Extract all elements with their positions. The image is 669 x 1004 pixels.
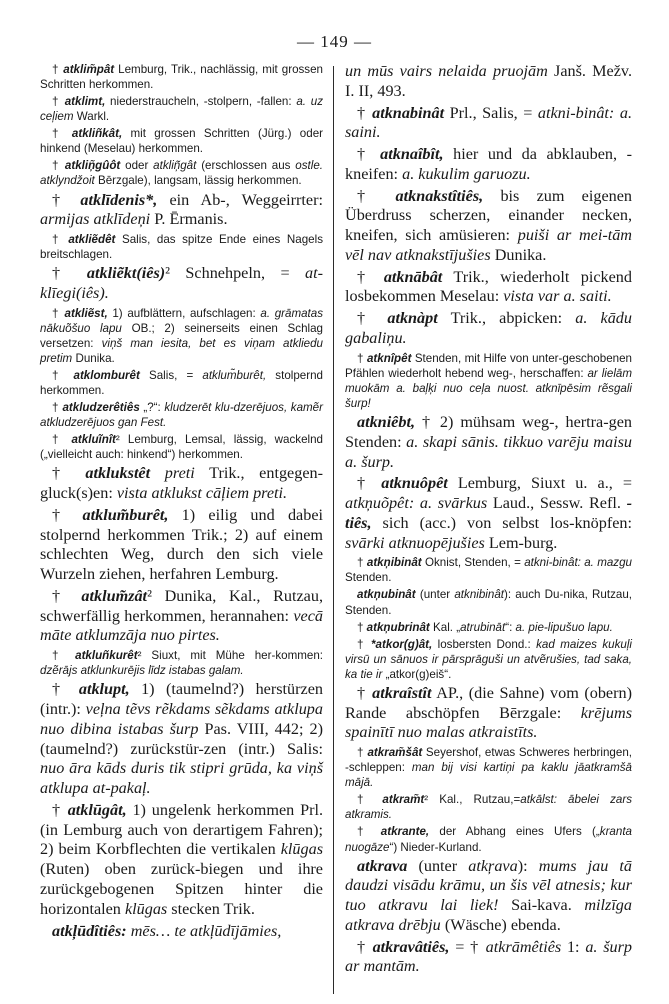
entry-text: †	[357, 556, 367, 570]
headword: atkraîstît	[372, 683, 432, 702]
example-text: ostle.	[295, 159, 323, 173]
entry-text: ² Kal., Rutzau,=	[424, 793, 521, 807]
headword: atkludzerêtiês	[62, 401, 140, 415]
entry-text: †	[357, 145, 381, 164]
entry-text: †	[52, 505, 83, 524]
headword: atkluĩnît	[71, 433, 116, 447]
left-column	[40, 62, 323, 943]
example-text: atknibinât	[454, 588, 504, 602]
entry-text: oder	[120, 159, 154, 173]
headword: atknabinât	[372, 103, 445, 122]
entry-text: Pas. VIII, 442; 2) (taumelnd?) zurückstür-zen (intr.) Salis:	[40, 719, 323, 758]
dictionary-entry	[40, 191, 323, 231]
entry-text: „?“:	[139, 401, 165, 415]
entry-text: stecken Trik.	[167, 899, 255, 918]
headword: atkrante,	[380, 825, 430, 839]
headword: atkrava	[357, 856, 408, 875]
entry-text: †	[357, 309, 388, 328]
entry-text: 1:	[561, 937, 586, 956]
dictionary-entry	[40, 587, 323, 646]
headword: atkļūdîtiês:	[52, 921, 127, 940]
entry-text: Trik., wiederholt pickend losbekommen Meselau:	[345, 267, 632, 306]
entry-text	[150, 464, 165, 482]
dictionary-entry	[40, 126, 323, 156]
dictionary-entry	[345, 104, 632, 144]
example-text: preti	[164, 464, 195, 483]
entry-text: Salis, =	[139, 368, 203, 382]
entry-text: †	[52, 233, 69, 247]
dictionary-entry	[345, 938, 632, 978]
example-text: nuo āra kāds duris tik stipri grūda, ka viņš atklupa at-pakaļ.	[40, 759, 323, 798]
entry-text: Kal. „	[429, 620, 461, 634]
dictionary-entry	[40, 400, 323, 430]
entry-text: Oknist, Stenden, =	[421, 556, 525, 570]
entry-text: †	[52, 95, 65, 109]
entry-text: (unter	[407, 856, 469, 875]
headword: atkņubrinât	[366, 620, 430, 634]
entry-text: †	[357, 103, 373, 122]
dictionary-entry	[40, 922, 323, 942]
headword: atkņubinât	[357, 588, 416, 602]
dictionary-entry	[345, 145, 632, 185]
entry-text: †	[357, 637, 372, 651]
example-text: atkni-binât: a. saini.	[345, 103, 632, 142]
entry-text: †	[357, 186, 396, 205]
entry-text: ² Lemburg, Lemsal, lässig, wackelnd („vielleicht auch: hinkend“) herkommen.	[40, 433, 324, 462]
dictionary-entry	[40, 264, 323, 304]
entry-text: Trik., entgegen-gluck(s)en:	[40, 464, 323, 503]
example-text: kranta nuogāze	[345, 825, 632, 854]
headword: atknuôpêt	[381, 474, 448, 493]
entry-text: mit grossen Schritten (Jürg.) oder hinkend (Meselau) herkommen.	[40, 127, 324, 156]
headword: atklum̃zât	[81, 586, 148, 605]
entry-text: niederstraucheln, -stolpern, -fallen:	[105, 95, 297, 109]
headword: *atkor(g)ât,	[371, 637, 433, 651]
entry-text: †	[52, 159, 65, 173]
entry-text: Laud., Sessw. Refl.	[487, 494, 627, 513]
entry-text: Lemburg, Siuxt u. a., =	[447, 474, 633, 493]
entry-text: 1) ungelenk herkommen Prl. (in Lemburg auch von derartigem Fahren); 2) beim Korbflechten die vertikalen	[40, 800, 324, 859]
entry-text: (Wäsche) ebenda.	[440, 915, 561, 934]
example-text: vista atklukst cāļiem preti.	[116, 484, 288, 503]
headword: atkliẽst,	[64, 306, 108, 320]
entry-text: (Ruten) oben zurück-biegen und ihre zurückgebogenen Spitzen hinter die horizontalen	[40, 860, 323, 918]
entry-text: ):	[517, 856, 539, 875]
dictionary-entry	[40, 158, 323, 188]
entry-text: 1) aufblättern, aufschlagen:	[107, 306, 261, 320]
example-text: puiši ar mei-tām vēl nav atknakstījušies	[345, 226, 632, 264]
dictionary-entry	[345, 745, 632, 790]
example-text: atkni-binât: a. mazgu	[524, 556, 633, 570]
entry-text: Stenden, mit Hilfe von unter-geschobenen Pfählen wiederholt hebend weg-, herschaffen:	[345, 351, 632, 380]
entry-text: 1) eilig und dabei stolpernd herkommen Trik.; 2) auf einem schlechten Weg, durch den sich viele Wurzeln ziehen, herfahren Lemburg.	[40, 505, 323, 584]
example-text: atkŗava	[468, 856, 518, 875]
dictionary-entry	[345, 187, 632, 266]
example-text: viņš man iesita, bet es viņam atkliedu pretim	[40, 336, 323, 365]
entry-text: P. Ērmanis.	[150, 210, 228, 229]
dictionary-entry	[345, 555, 632, 585]
dictionary-entry	[40, 368, 323, 398]
headword: atkņibinât	[366, 556, 422, 570]
dictionary-entry	[345, 474, 632, 553]
entry-text: †	[52, 464, 86, 483]
example-text: mēs… te atkļūdījāmies,	[130, 921, 282, 940]
entry-text: †	[357, 683, 373, 702]
entry-text: †	[52, 433, 72, 447]
example-text: a. pie-lipušuo lapu.	[515, 620, 613, 634]
entry-text: AP., (die Sahne) vom (obern) Rande abschöpfen Bērzgale:	[345, 683, 632, 722]
entry-text: †	[52, 800, 68, 819]
entry-text: †	[52, 264, 87, 283]
headword: atkluñkurêt	[75, 649, 138, 663]
entry-text: †	[357, 474, 382, 493]
entry-text: †	[52, 680, 79, 699]
example-text: vecā māte atklumzāja nuo pirtes.	[40, 606, 323, 645]
dictionary-entry	[345, 268, 632, 308]
example-text: milzīga atkrava drēbju	[345, 896, 632, 934]
headword: atklīdenis*,	[80, 190, 158, 209]
entry-text: Sai-kava.	[498, 896, 585, 915]
entry-text: stolpernd herkommen.	[40, 368, 323, 397]
dictionary-entry	[345, 684, 632, 743]
entry-text: losbersten Dond.:	[432, 637, 537, 651]
entry-text: 1) (taumelnd?) herstürzen (intr.):	[40, 680, 323, 719]
entry-text: †	[357, 825, 381, 839]
dictionary-entry	[345, 637, 632, 682]
example-text: krējums spainītī nuo malas atkraistīts.	[345, 703, 632, 742]
entry-text: ² Siuxt, mit Mühe her-kommen:	[137, 649, 324, 663]
example-text: mums jau tā daudzi visādu krāmu, un šis vēl atnesis; kur tuo atkravu lai liek!	[345, 856, 632, 915]
dictionary-entry	[40, 306, 323, 366]
entry-text: † 2) mühsam weg-, hertra-gen Stenden:	[345, 412, 632, 451]
column-divider	[333, 66, 334, 994]
entry-text: Lem-burg.	[484, 533, 558, 552]
dictionary-entry	[345, 857, 632, 936]
headword: atknābât	[383, 267, 443, 286]
entry-text: (unter	[415, 588, 455, 602]
entry-text: †	[52, 368, 74, 382]
dictionary-entry	[345, 309, 632, 349]
example-text: atkliņ̃gât	[153, 159, 197, 173]
dictionary-entry	[345, 620, 632, 635]
entry-text: Salis, das spitze Ende eines Nagels breitschlagen.	[40, 233, 323, 262]
headword: atklum̃burêt,	[82, 505, 169, 524]
dictionary-entry	[40, 232, 323, 262]
example-text: atrubināt	[460, 620, 506, 634]
example-text: klūgas	[124, 899, 168, 918]
entry-text: ² Schnehpeln, =	[165, 264, 306, 283]
entry-text: der Abhang eines Ufers („	[429, 825, 600, 839]
dictionary-entry	[345, 413, 632, 472]
example-text: a. grāmatas nākuõšuo lapu	[40, 306, 324, 335]
entry-text: hier und da abklauben, -kneifen:	[345, 145, 633, 183]
headword: atklim̃pât	[63, 63, 115, 76]
entry-text: sich (acc.) von selbst los-knöpfen:	[371, 513, 632, 532]
example-text: man bij visi kartiņi pa kaklu jāatkramšā mājā.	[345, 761, 632, 790]
right-column	[345, 62, 632, 979]
example-text: ar lielām muokām a. baļķi nuo ceļa nuost. atknīpēsim rẽsgali šurp!	[345, 366, 633, 410]
entry-text: Stenden.	[345, 571, 392, 585]
dictionary-entry	[40, 801, 323, 920]
example-text: a. skapi sānis. tikkuo varēju maisu a. šurp.	[345, 432, 632, 471]
dictionary-entry	[40, 432, 323, 462]
entry-text: OB.; 2) seinerseits einen Schlag versetzen:	[40, 321, 324, 350]
entry-text: = †	[449, 937, 486, 956]
example-text: klūgas	[280, 840, 323, 859]
example-text: a. uz ceļiem	[40, 95, 323, 124]
dictionary-entry	[40, 62, 323, 92]
headword: atkliẽdêt	[68, 233, 116, 247]
dictionary-entry	[345, 792, 632, 822]
example-text: dzẽrājs atklunkurējis līdz istabas galam.	[40, 664, 244, 678]
entry-text: †	[52, 63, 64, 76]
entry-text: †	[357, 746, 368, 760]
dictionary-entry	[345, 62, 632, 102]
headword: atklukstêt	[85, 464, 151, 483]
headword: atknaîbît,	[380, 145, 444, 164]
dictionary-entry	[40, 464, 323, 504]
headword: atklūgât,	[67, 800, 127, 819]
headword: atkravâtiês,	[372, 937, 450, 956]
example-text: atkālst: ābelei zars atkramis.	[345, 793, 632, 822]
entry-text: Seyershof, etwas Schweres herbringen, -schleppen:	[345, 746, 632, 775]
entry-text: †	[52, 649, 76, 663]
entry-text: †	[52, 586, 82, 605]
entry-text: †	[52, 401, 63, 415]
dictionary-entry	[40, 94, 323, 124]
headword: atkram̃šât	[367, 746, 423, 760]
example-text: svārki atknuopējušies	[345, 533, 485, 552]
example-text: kad maizes kukuļi virsū un sānuos ir pārsprāguši un atvẽrušies, tad saka, ka tie ir	[345, 637, 632, 681]
entry-text: †	[357, 620, 367, 634]
headword: atkliņ̃gûôt	[64, 159, 121, 173]
headword: atklupt,	[78, 680, 130, 699]
entry-text: ein Ab-, Weggeirrter:	[157, 190, 324, 209]
example-text: at-klīegi(iês).	[40, 264, 323, 302]
example-text: armijas atklīdeņi	[40, 210, 151, 229]
dictionary-entry	[40, 680, 323, 799]
example-text: atklum̃burêt,	[202, 368, 267, 382]
entry-text: Janš. Mežv. I. II, 493.	[345, 62, 633, 100]
entry-text: Bērzgale), langsam, lässig herkommen.	[94, 174, 302, 188]
headword: -tiês,	[345, 494, 632, 532]
dictionary-entry	[345, 351, 632, 411]
entry-text: (erschlossen aus	[196, 159, 296, 173]
headword: atknîpêt	[366, 351, 412, 365]
page-number: — 149 —	[297, 32, 372, 51]
entry-text: †	[357, 267, 384, 286]
entry-text: Dunika.	[490, 245, 547, 264]
headword: atknàpt	[387, 309, 438, 328]
entry-text: ): auch Du-nika, Rutzau, Stenden.	[345, 588, 633, 617]
entry-text: †	[52, 190, 81, 209]
headword: atklimt,	[64, 95, 106, 109]
entry-text: “) Nieder-Kurland.	[389, 840, 482, 854]
example-text: a. kādu gabaliņu.	[345, 309, 632, 347]
dictionary-entry	[40, 648, 323, 678]
headword: atkram̃t	[382, 793, 425, 807]
example-text: vista var a. saiti.	[503, 287, 612, 306]
example-text: atklyndžoit	[40, 174, 95, 188]
entry-text: †	[357, 937, 373, 956]
entry-text: †	[52, 127, 72, 141]
example-text: kludzerēt klu-dzerējuos, kamẽr atkludzerējuos gan Fest.	[40, 401, 323, 430]
headword: atkliẽkt(iês)	[86, 264, 166, 283]
example-text: veļna tẽvs rẽkdams sẽkdams atklupa nuo dibina istabas šurp	[40, 700, 323, 738]
example-text: a. kukulim garuozu.	[402, 164, 531, 183]
entry-text: †	[357, 351, 367, 365]
headword: atklomburêt	[73, 368, 140, 382]
headword: atkniêbt,	[357, 412, 416, 431]
entry-text: „atkor(g)eiš“.	[382, 667, 452, 681]
dictionary-entry	[345, 587, 632, 617]
example-text: a. šurp ar mantām.	[345, 937, 632, 976]
headword: atknakstîtiês,	[395, 186, 484, 205]
entry-text: Dunika.	[72, 351, 115, 365]
dictionary-entry	[40, 506, 323, 585]
entry-text: Warkl.	[73, 110, 110, 124]
dictionary-entry	[345, 824, 632, 854]
entry-text: †	[357, 793, 383, 807]
example-text: atkņuõpêt: a. svārkus	[345, 494, 488, 513]
entry-text: ² Dunika, Kal., Rutzau, schwerfällig herkommen, herannahen:	[40, 586, 323, 625]
headword: atkliñkât,	[71, 127, 123, 141]
entry-text: †	[52, 306, 65, 320]
entry-text: Prl., Salis, =	[444, 103, 538, 122]
example-text: atkrāmêtiês	[485, 937, 562, 956]
entry-text: bis zum eigenen Überdruss scherzen, einander necken, kneifen, sich amüsieren:	[345, 186, 633, 245]
entry-text: Trik., abpicken:	[437, 309, 576, 328]
example-text: un mūs vairs nelaida pruojām	[345, 62, 548, 80]
entry-text: Lemburg, Trik., nachlässig, mit grossen Schritten herkommen.	[40, 63, 324, 92]
entry-text: “:	[505, 620, 516, 634]
